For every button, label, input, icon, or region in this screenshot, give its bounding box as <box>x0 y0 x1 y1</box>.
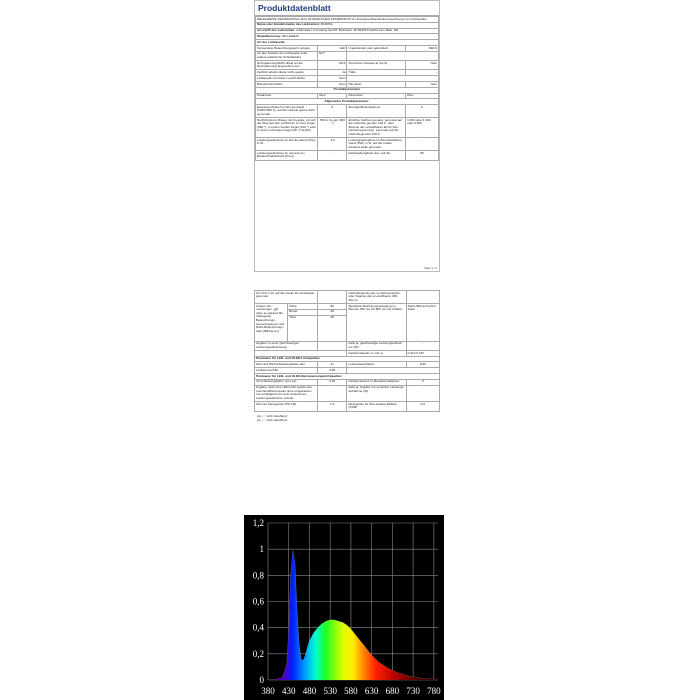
spectrum-area <box>268 550 438 680</box>
datasheet-page-2 <box>254 290 440 502</box>
y-tick-label: 0,2 <box>252 648 264 659</box>
brand-value: MIADKE <box>320 22 333 27</box>
address-value: eVatmaster Consulting GmbH, Bettinastr. 30 60325 Frankfurt am Main, DE <box>296 28 399 33</box>
datasheet-table-2 <box>254 290 440 412</box>
table-row: Tiefe 28 <box>255 315 440 341</box>
datasheet-table-1 <box>255 16 439 161</box>
x-tick-label: 430 <box>281 686 296 696</box>
led-params-title: Parameter für LED- und OLED-Lichtquellen: <box>255 356 440 362</box>
mains-params-title: Parameter für LED- und OLED-Netzspannungslichtquellen: <box>255 374 440 380</box>
table-row: Lichtstromerhalt 0,86 <box>255 368 440 374</box>
table-row: Nutzlichtstrom (Φuse) mit An-gabe, ob sich der Wert auf den Lichtstrom in einer Kugel (360 °), in einem breiten Kegel (120 °) oder in einem schmalen Kegel (90 °) bezieht 350 in Ku-gel (360 °) ähnliche Farbtem-peratur, gerundet auf die nächstlie-genden 100 K, oder Spanne der einstellbaren ähnli-chen Farbtempera-turen, gerundet auf die nächstliegenden 100 K 3 000 oder 4 000 oder 6 500 <box>256 118 439 138</box>
regulation-text: DELEGIERTE VERORDNUNG (EU) 2019/2015 DER KOMMISSION zur Energieverbrauchskennzeichnung von Lichtquellen <box>256 17 439 23</box>
x-tick-label: 780 <box>427 686 441 696</box>
table-row: Farbwertanteile (x und y) 0,313 0,337 <box>255 350 440 356</box>
x-tick-label: 530 <box>323 686 337 696</box>
table-row: Netzspannung/Nicht direkt an die Netzspannung angeschlos-sen: MLS Vernetzte Lichtquel-le (CLS): Nein <box>257 60 437 69</box>
y-tick-label: 0,4 <box>252 622 264 633</box>
sheet-title: Produktdatenblatt <box>255 1 439 16</box>
table-row: Wert des R9-Farbwiedergabein-dex 21 Lebensdauerfaktor 0,90 <box>255 362 440 368</box>
header-row: Parameter Wert Parameter Wert <box>256 93 439 99</box>
table-row: Leistungsaufnahme im vernetz-ten Bereitschaftsbetrieb (Pnet) - Farbwiedergabein-dex, auf die 85 <box>256 151 439 160</box>
table-row: Breite 28 <box>255 309 440 315</box>
x-tick-label: 630 <box>364 686 379 696</box>
table-row: Äußere Ab-messungen, ggf. ohne se-parates Be-triebsgerät, Beleuchtungs-steuerungstei-le und Nicht-Beleuchtungs-teile (Millime-ter) Höhe 80 Spektrale Strah-lungsverteilung im Bereich 250 nm bis 800 nm bei Volllast Siehe Bild auf letzter Seite <box>255 303 440 309</box>
table-row: Art des Sockels der Lichtquelle (oder andere elektrische Schnittstelle) E27 <box>256 51 439 60</box>
x-tick-label: 730 <box>406 686 420 696</box>
y-tick-label: 0,8 <box>252 570 264 581</box>
x-tick-label: 580 <box>344 686 358 696</box>
x-tick-label: 480 <box>302 686 317 696</box>
table-row: für CLS in W, auf die zweite De-zimalstelle gerundet nächstliegende gan-ze Zahl gerundet, oder Spanne der ein-stellbaren CRI-Wer-te <box>255 291 440 304</box>
table-row: Flimmer-Messgröße (Pst LM) 1,0 Messgröße für Stro-boskop-Effekte (SVM) 0,9 <box>255 402 440 411</box>
address-row: Anschrift des Lieferanten: eVatmaster Consulting GmbH, Bettinastr. 30 60325 Frankfurt am Main, DE <box>256 28 439 34</box>
brand-row: Name oder Handelsmarke des Lieferanten: MIADKE <box>256 22 439 28</box>
table-row: Verwendete Beleuchtungstech-nologie: LED Ungebündelt oder gebündelt: NDLS <box>257 45 437 50</box>
footnote: (b) „-“: nicht zutreffend; <box>257 417 288 422</box>
y-tick-label: 0 <box>259 675 264 685</box>
general-params-title: Allgemeine Produktparameter: <box>256 99 439 105</box>
table-row: Lichtquelle mit hoher Leucht-dichte: Nein <box>256 76 439 82</box>
y-tick-label: 0,6 <box>252 596 264 607</box>
table-row: Energieverbrauch im Ein-Zu-stand (kWh/1000 h), auf die nächste ganze Zahl ge-rundet 6 Energieeffizienzklas-se F <box>256 105 439 118</box>
table-row: Angabe, dass eine LED-Licht-quelle eine Leuchtstofflicht-quelle ohne eingebauten Vor-schaltgerät mit einer bestimmten Leistungsaufnahme ersetzt. - Falls ja, Angabe zur ersetzten Leistungs-aufnahme (W) - <box>255 385 440 402</box>
x-tick-label: 680 <box>385 686 400 696</box>
table-row: Blendschutzschild: Nein Dimmbar: Nein <box>257 81 437 86</box>
table-row: Farblich abstimmbare Licht-quelle: Ja Hülle: - <box>257 70 437 75</box>
datasheet-page-1 <box>254 0 440 272</box>
footnote: (a) „-“: nicht zutreffend; <box>257 413 288 418</box>
model-value: ND-LEDE26 <box>281 33 299 38</box>
table-row: Angabe zu einer gleichwertigen Leistungsaufnahme(a) - Falls ja, gleichwertige Leistungsaufnah-me (W) - <box>255 341 440 350</box>
dimensions-label: Äußere Ab-messungen, ggf. ohne se-parates Be-triebsgerät, Beleuchtungs-steuerungstei-le und Nicht-Beleuchtungs-teile (Millime-ter) <box>255 303 288 341</box>
y-tick-label: 1 <box>259 544 264 555</box>
type-section-title: Art der Lichtquelle: <box>256 40 439 46</box>
x-tick-label: 380 <box>261 686 275 696</box>
page-number: Seite 1 / 3 <box>424 266 437 270</box>
spectrum-svg <box>244 515 444 700</box>
model-row: Modellkennung: ND-LEDE26 <box>256 34 439 40</box>
table-row: Leistungsaufnahme im Ein-Zu-stand (Pon) in W 4,0 Leistungsaufnahme im Bereitschaftszu-stand (Psb) in W, auf die zweite Dezimal-stelle gerundet - <box>256 138 439 151</box>
y-tick-label: 1,2 <box>252 518 264 528</box>
table-row: Verschiebungsfaktor (cos φ1) 0,54 Farbkonsistenz in MacAdam-Ellipsen 6 <box>255 379 440 385</box>
footnotes <box>254 412 440 424</box>
product-params-title: Produktparameter <box>256 87 439 93</box>
spectrum-chart <box>244 515 444 700</box>
